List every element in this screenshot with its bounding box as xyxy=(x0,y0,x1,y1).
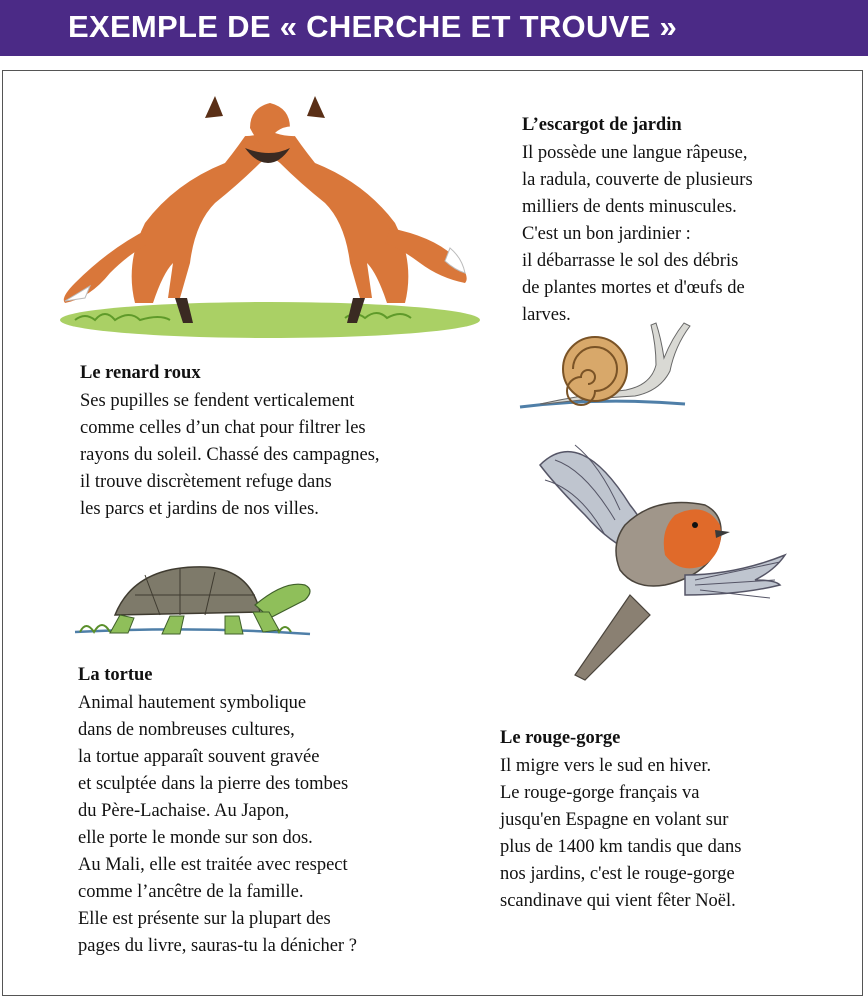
robin-text-line: Il migre vers le sud en hiver. xyxy=(500,756,712,776)
tortoise-text-line: et sculptée dans la pierre des tombes xyxy=(78,774,349,794)
robin-text-line: Le rouge-gorge français va xyxy=(500,783,700,803)
robin-text-line: scandinave qui vient fêter Noël. xyxy=(500,891,736,911)
snail-text-line: il débarrasse le sol des débris xyxy=(522,251,739,271)
tortoise-title: La tortue xyxy=(78,665,153,685)
fox-text-line: comme celles d’un chat pour filtrer les xyxy=(80,418,366,438)
tortoise-text-line: dans de nombreuses cultures, xyxy=(78,720,295,740)
robin-text-line: plus de 1400 km tandis que dans xyxy=(500,837,742,857)
fox-title: Le renard roux xyxy=(80,363,201,383)
snail-text-line: Il possède une langue râpeuse, xyxy=(522,143,748,163)
page-title: EXEMPLE DE « CHERCHE ET TROUVE » xyxy=(68,9,678,44)
header-banner xyxy=(0,0,868,56)
fox-entry xyxy=(80,363,380,523)
snail-text-line: la radula, couverte de plusieurs xyxy=(522,170,753,190)
tortoise-text-line: la tortue apparaît souvent gravée xyxy=(78,747,320,767)
robin-entry xyxy=(500,728,742,915)
tortoise-text-line: du Père-Lachaise. Au Japon, xyxy=(78,801,290,821)
fox-text-line: rayons du soleil. Chassé des campagnes, xyxy=(80,445,380,465)
fox-text-line: il trouve discrètement refuge dans xyxy=(80,472,332,492)
tortoise-text-line: Au Mali, elle est traitée avec respect xyxy=(78,855,348,875)
snail-entry xyxy=(522,115,753,329)
tortoise-illustration xyxy=(75,560,315,645)
robin-text-line: nos jardins, c'est le rouge-gorge xyxy=(500,864,735,884)
robin-illustration xyxy=(535,435,795,700)
tortoise-text-line: elle porte le monde sur son dos. xyxy=(78,828,313,848)
fox-illustration xyxy=(55,88,485,348)
snail-text-line: de plantes mortes et d'œufs de xyxy=(522,278,745,298)
snail-text-line: milliers de dents minuscules. xyxy=(522,197,737,217)
tortoise-text-line: pages du livre, sauras-tu la dénicher ? xyxy=(78,936,357,956)
tortoise-text-line: Animal hautement symbolique xyxy=(78,693,307,713)
tortoise-entry xyxy=(78,665,357,960)
tortoise-text-line: comme l’ancêtre de la famille. xyxy=(78,882,304,902)
snail-text-line: C'est un bon jardinier : xyxy=(522,224,691,244)
robin-title: Le rouge-gorge xyxy=(500,728,621,748)
fox-text-line: Ses pupilles se fendent verticalement xyxy=(80,391,355,411)
tortoise-text-line: Elle est présente sur la plupart des xyxy=(78,909,331,929)
robin-text-line: jusqu'en Espagne en volant sur xyxy=(500,810,729,830)
snail-title: L’escargot de jardin xyxy=(522,115,682,135)
snail-text-line: larves. xyxy=(522,305,571,325)
fox-text-line: les parcs et jardins de nos villes. xyxy=(80,499,319,519)
